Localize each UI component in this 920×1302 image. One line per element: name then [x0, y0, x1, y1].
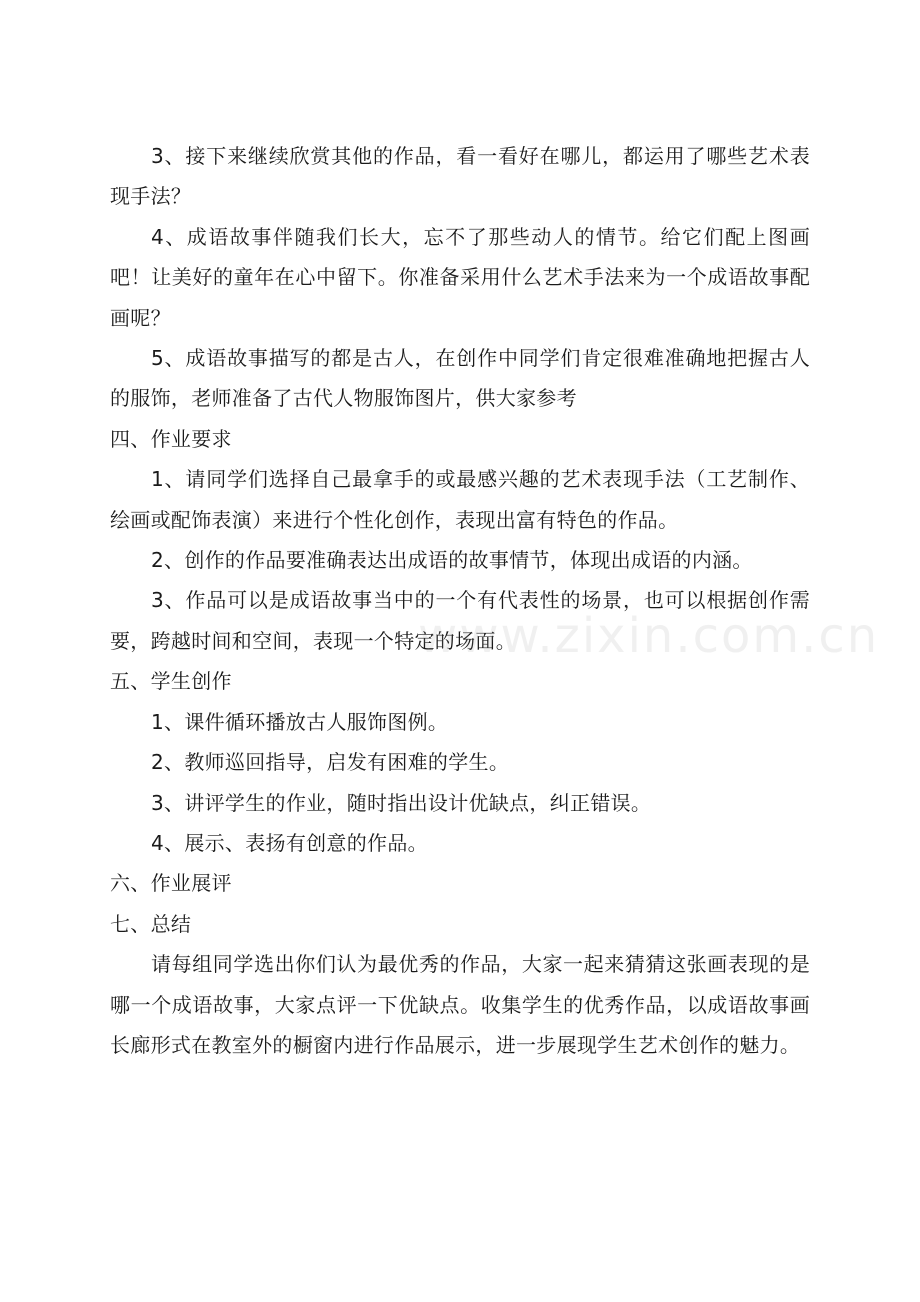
section-heading-homework-requirements: 四、作业要求	[110, 426, 232, 451]
paragraph-creation-4: 4、展示、表扬有创意的作品。	[151, 830, 428, 855]
paragraph-creation-2: 2、教师巡回指导，启发有困难的学生。	[151, 750, 510, 775]
paragraph-requirement-2: 2、创作的作品要准确表达出成语的故事情节，体现出成语的内涵。	[151, 548, 753, 573]
paragraph-summary: 请每组同学选出你们认为最优秀的作品，大家一起来猜猜这张画表现的是哪一个成语故事，大家点评一下优缺点。收集学生的优秀作品，以成语故事画长廊形式在教室外的橱窗内进行作品展示，进一步展现学生艺术创作的魅力。	[110, 952, 810, 1057]
document-body	[110, 136, 810, 1065]
paragraph-item-5-costume: 5、成语故事描写的都是古人，在创作中同学们肯定很难准确地把握古人的服饰，老师准备了古代人物服饰图片，供大家参考	[110, 346, 810, 411]
section-heading-student-creation: 五、学生创作	[110, 669, 232, 694]
paragraph-requirement-3: 3、作品可以是成语故事当中的一个有代表性的场景，也可以根据创作需要，跨越时间和空间，表现一个特定的场面。	[110, 588, 810, 653]
section-heading-homework-review: 六、作业展评	[110, 871, 232, 896]
paragraph-item-4-illustrate: 4、成语故事伴随我们长大，忘不了那些动人的情节。给它们配上图画吧！让美好的童年在心中留下。你准备采用什么艺术手法来为一个成语故事配画呢？	[110, 224, 810, 330]
section-heading-summary: 七、总结	[110, 911, 192, 936]
watermark: www.zixin.com.cn	[418, 608, 880, 664]
paragraph-requirement-1: 1、请同学们选择自己最拿手的或最感兴趣的艺术表现手法（工艺制作、绘画或配饰表演）来进行个性化创作，表现出富有特色的作品。	[110, 467, 810, 532]
paragraph-creation-1: 1、课件循环播放古人服饰图例。	[151, 709, 449, 734]
paragraph-item-3-appreciate: 3、接下来继续欣赏其他的作品，看一看好在哪儿，都运用了哪些艺术表现手法？	[110, 144, 810, 209]
paragraph-creation-3: 3、讲评学生的作业，随时指出设计优缺点，纠正错误。	[151, 790, 652, 815]
